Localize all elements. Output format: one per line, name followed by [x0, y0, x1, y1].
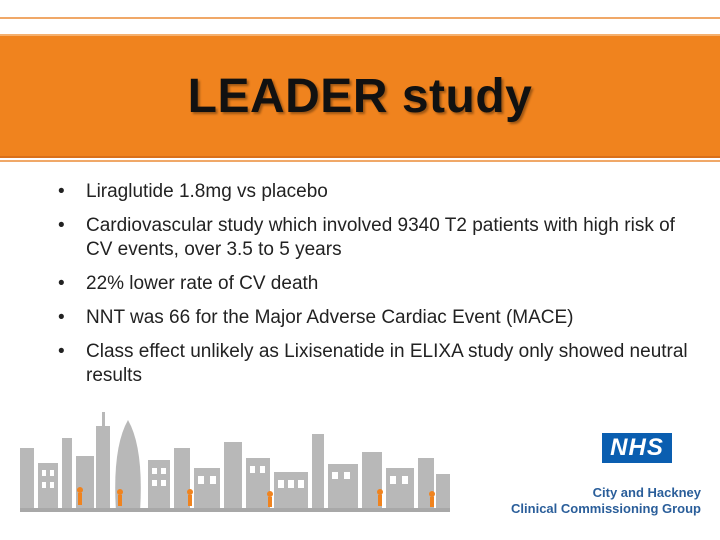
- bottom-rule: [0, 160, 720, 162]
- bullet-item: [58, 306, 698, 330]
- bullet-text: Liraglutide 1.8mg vs placebo: [86, 181, 328, 202]
- city-skyline-illustration: [20, 408, 450, 512]
- org-name-line1: City and Hackney: [592, 485, 701, 500]
- slide-title: LEADER study: [187, 69, 533, 123]
- bullet-text: 22% lower rate of CV death: [86, 273, 319, 294]
- bullet-text: Cardiovascular study which involved 9340 T2 patients with high risk of CV events, over 3.5 to 5 years: [86, 215, 675, 260]
- bullet-glyph: •: [58, 215, 65, 236]
- bullet-item: [58, 214, 698, 262]
- org-name-line2: Clinical Commissioning Group: [511, 501, 701, 516]
- bullet-item: [58, 180, 698, 204]
- bullet-list: [58, 180, 698, 398]
- bullet-glyph: •: [58, 341, 65, 362]
- bullet-glyph: •: [58, 273, 65, 294]
- title-banner: [0, 34, 720, 158]
- top-rule: [0, 17, 720, 19]
- nhs-logo: NHS: [602, 433, 672, 463]
- bullet-glyph: •: [58, 307, 65, 328]
- bullet-text: Class effect unlikely as Lixisenatide in ELIXA study only showed neutral results: [86, 341, 688, 386]
- bullet-item: [58, 272, 698, 296]
- bullet-glyph: •: [58, 181, 65, 202]
- bullet-text: NNT was 66 for the Major Adverse Cardiac Event (MACE): [86, 307, 574, 328]
- bullet-item: [58, 340, 698, 388]
